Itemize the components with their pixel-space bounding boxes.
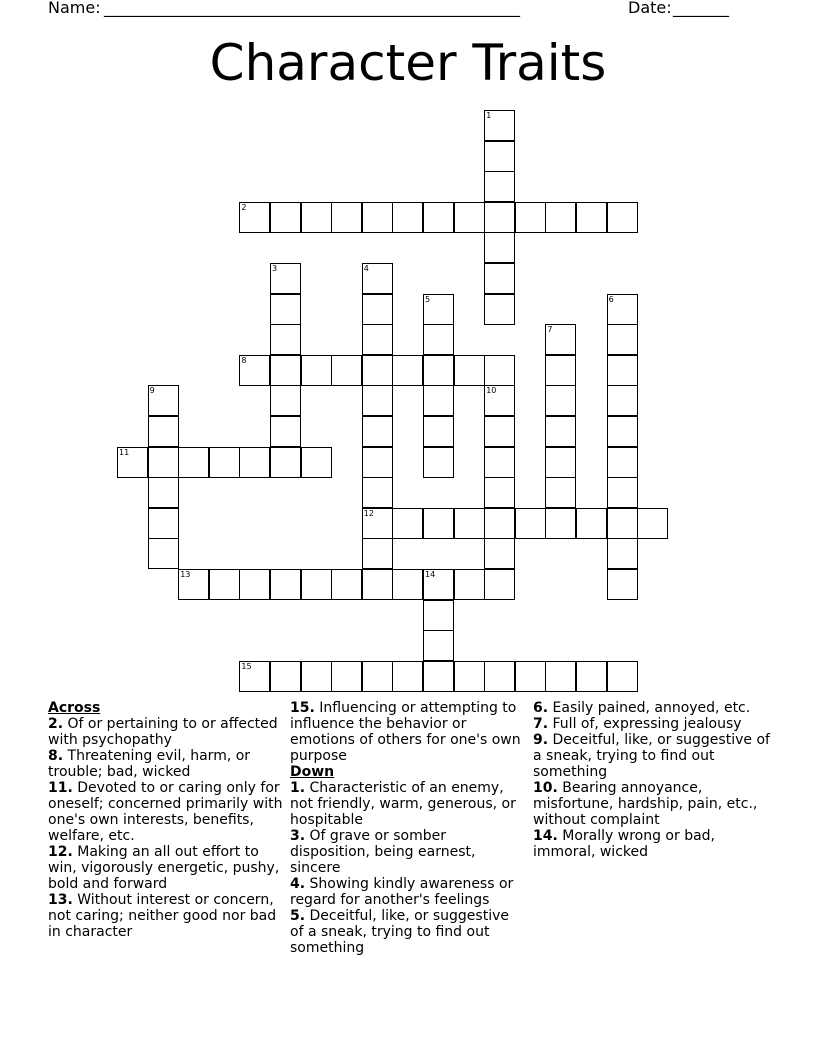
clue-number-label: 4 — [363, 264, 369, 273]
grid-cell[interactable] — [607, 477, 638, 508]
grid-cell[interactable] — [576, 202, 607, 233]
grid-cell[interactable] — [423, 355, 454, 386]
clue-number: 14. — [533, 828, 558, 844]
name-label: Name: — [48, 0, 101, 17]
grid-cell[interactable] — [392, 508, 423, 539]
grid-cell[interactable] — [148, 447, 179, 478]
clue-number: 13. — [48, 892, 73, 908]
grid-cell[interactable] — [423, 661, 454, 692]
clue-number: 6. — [533, 700, 549, 716]
grid-cell[interactable] — [545, 477, 576, 508]
grid-cell[interactable] — [484, 263, 515, 294]
grid-cell[interactable] — [392, 661, 423, 692]
clue-number: 12. — [48, 844, 73, 860]
grid-cell[interactable] — [209, 447, 240, 478]
grid-cell[interactable] — [484, 110, 515, 141]
grid-cell[interactable] — [454, 508, 485, 539]
grid-cell[interactable] — [148, 385, 179, 416]
clue-down-10 — [533, 780, 773, 828]
clue-number-label: 15 — [241, 661, 252, 671]
grid-cell[interactable] — [331, 355, 362, 386]
clue-number: 9. — [533, 732, 549, 748]
grid-cell[interactable] — [484, 416, 515, 447]
grid-cell[interactable] — [270, 324, 301, 355]
clue-number: 10. — [533, 780, 558, 796]
grid-cell[interactable] — [423, 569, 454, 600]
grid-cell[interactable] — [545, 324, 576, 355]
date-label: Date: — [628, 0, 672, 17]
grid-cell[interactable] — [454, 355, 485, 386]
clue-column-3 — [533, 700, 773, 860]
date-field-line[interactable]: _______ — [673, 0, 729, 17]
grid-cell[interactable] — [637, 508, 668, 539]
grid-cell[interactable] — [301, 447, 332, 478]
grid-cell[interactable] — [362, 569, 393, 600]
grid-cell[interactable] — [515, 661, 546, 692]
name-date-header — [48, 0, 748, 20]
clue-number-label: 5 — [425, 294, 431, 304]
grid-cell[interactable] — [270, 263, 301, 294]
grid-cell[interactable] — [423, 324, 454, 355]
grid-cell[interactable] — [484, 447, 515, 478]
clue-down-3 — [290, 828, 526, 876]
clue-across-8 — [48, 748, 283, 780]
grid-cell[interactable] — [362, 416, 393, 447]
clue-text: Influencing or attempting to influence the behavior or emotions of others for one's own purpose — [290, 700, 521, 764]
grid-cell[interactable] — [392, 202, 423, 233]
grid-cell[interactable] — [484, 385, 515, 416]
grid-cell[interactable] — [607, 661, 638, 692]
grid-cell[interactable] — [117, 447, 148, 478]
grid-cell[interactable] — [270, 202, 301, 233]
clue-down-9 — [533, 732, 773, 780]
down-heading: Down — [290, 764, 335, 780]
grid-cell[interactable] — [545, 447, 576, 478]
grid-cell[interactable] — [362, 202, 393, 233]
grid-cell[interactable] — [484, 141, 515, 172]
grid-cell[interactable] — [423, 385, 454, 416]
grid-cell[interactable] — [270, 569, 301, 600]
name-field-line[interactable]: ____________________________________________________ — [104, 0, 520, 17]
grid-cell[interactable] — [423, 630, 454, 661]
grid-cell[interactable] — [576, 661, 607, 692]
clue-number-label: 8 — [241, 355, 247, 365]
grid-cell[interactable] — [178, 569, 209, 600]
grid-cell[interactable] — [515, 508, 546, 539]
grid-cell[interactable] — [362, 661, 393, 692]
grid-cell[interactable] — [607, 355, 638, 386]
clue-number: 11. — [48, 780, 73, 796]
grid-cell[interactable] — [607, 385, 638, 416]
clue-column-2 — [290, 700, 526, 956]
clue-number-label: 13 — [180, 570, 191, 579]
clue-down-5 — [290, 908, 526, 956]
grid-cell[interactable] — [607, 324, 638, 355]
clue-down-6 — [533, 700, 773, 716]
grid-cell[interactable] — [148, 508, 179, 539]
grid-cell[interactable] — [423, 600, 454, 631]
grid-cell[interactable] — [148, 538, 179, 569]
grid-cell[interactable] — [454, 202, 485, 233]
clue-number-label: 11 — [119, 447, 130, 457]
clue-text: Of grave or somber disposition, being earnest, sincere — [290, 828, 476, 876]
across-heading: Across — [48, 700, 101, 716]
grid-cell[interactable] — [607, 447, 638, 478]
grid-cell[interactable] — [362, 263, 393, 294]
clue-down-14 — [533, 828, 773, 860]
grid-cell[interactable] — [362, 508, 393, 539]
grid-cell[interactable] — [484, 661, 515, 692]
grid-cell[interactable] — [331, 569, 362, 600]
grid-cell[interactable] — [362, 294, 393, 325]
clue-number-label: 7 — [547, 325, 553, 335]
grid-cell[interactable] — [362, 324, 393, 355]
grid-cell[interactable] — [484, 508, 515, 539]
grid-cell[interactable] — [545, 385, 576, 416]
grid-cell[interactable] — [423, 294, 454, 325]
clue-down-7 — [533, 716, 773, 732]
clue-number-label: 12 — [363, 508, 374, 518]
clue-text: Of or pertaining to or affected with psychopathy — [48, 716, 278, 748]
grid-cell[interactable] — [362, 447, 393, 478]
clue-text: Easily pained, annoyed, etc. — [552, 700, 751, 716]
clue-number-label: 3 — [272, 264, 278, 273]
grid-cell[interactable] — [423, 508, 454, 539]
grid-cell[interactable] — [607, 416, 638, 447]
grid-cell[interactable] — [545, 508, 576, 539]
clue-text: Full of, expressing jealousy — [552, 716, 742, 732]
grid-cell[interactable] — [484, 569, 515, 600]
clue-text: Devoted to or caring only for oneself; concerned primarily with one's own interests, benefits, welfare, etc. — [48, 780, 283, 844]
clue-across-15 — [290, 700, 526, 764]
grid-cell[interactable] — [423, 416, 454, 447]
clue-number-label: 6 — [608, 294, 614, 304]
grid-cell[interactable] — [209, 569, 240, 600]
grid-cell[interactable] — [301, 355, 332, 386]
grid-cell[interactable] — [607, 508, 638, 539]
grid-cell[interactable] — [270, 294, 301, 325]
grid-cell[interactable] — [607, 294, 638, 325]
grid-cell[interactable] — [392, 569, 423, 600]
grid-cell[interactable] — [362, 538, 393, 569]
clue-across-12 — [48, 844, 283, 892]
grid-cell[interactable] — [545, 202, 576, 233]
clue-text: Without interest or concern, not caring; neither good nor bad in character — [48, 892, 277, 940]
clue-number: 5. — [290, 908, 306, 924]
clue-across-2 — [48, 716, 283, 748]
grid-cell[interactable] — [454, 569, 485, 600]
clue-number: 1. — [290, 780, 306, 796]
clue-text: Showing kindly awareness or regard for another's feelings — [290, 876, 514, 908]
clue-number: 8. — [48, 748, 64, 764]
grid-cell[interactable] — [576, 508, 607, 539]
clue-number: 7. — [533, 716, 549, 732]
clue-number: 15. — [290, 700, 315, 716]
grid-cell[interactable] — [515, 202, 546, 233]
grid-cell[interactable] — [148, 477, 179, 508]
clue-number-label: 2 — [241, 202, 247, 212]
grid-cell[interactable] — [454, 661, 485, 692]
grid-cell[interactable] — [301, 569, 332, 600]
grid-cell[interactable] — [607, 538, 638, 569]
clue-number-label: 9 — [149, 386, 155, 396]
clue-text: Morally wrong or bad, immoral, wicked — [533, 828, 716, 860]
clue-down-4 — [290, 876, 526, 908]
grid-cell[interactable] — [239, 661, 270, 692]
clue-number: 4. — [290, 876, 306, 892]
grid-cell[interactable] — [362, 385, 393, 416]
clue-across-11 — [48, 780, 283, 844]
grid-cell[interactable] — [484, 171, 515, 202]
grid-cell[interactable] — [545, 661, 576, 692]
grid-cell[interactable] — [270, 385, 301, 416]
grid-cell[interactable] — [239, 202, 270, 233]
grid-cell[interactable] — [362, 477, 393, 508]
grid-cell[interactable] — [148, 416, 179, 447]
clue-down-1 — [290, 780, 526, 828]
clue-text: Deceitful, like, or suggestive of a sneak, trying to find out something — [290, 908, 509, 956]
grid-cell[interactable] — [362, 355, 393, 386]
grid-cell[interactable] — [607, 202, 638, 233]
grid-cell[interactable] — [239, 447, 270, 478]
clue-text: Threatening evil, harm, or trouble; bad, wicked — [48, 748, 251, 780]
grid-cell[interactable] — [301, 202, 332, 233]
clue-column-1 — [48, 700, 283, 940]
grid-cell[interactable] — [331, 661, 362, 692]
grid-cell[interactable] — [270, 661, 301, 692]
grid-cell[interactable] — [270, 355, 301, 386]
grid-cell[interactable] — [484, 202, 515, 233]
grid-cell[interactable] — [178, 447, 209, 478]
grid-cell[interactable] — [423, 202, 454, 233]
clue-across-13 — [48, 892, 283, 940]
clue-text: Making an all out effort to win, vigorously energetic, pushy, bold and forward — [48, 844, 280, 892]
grid-cell[interactable] — [484, 477, 515, 508]
clue-number: 3. — [290, 828, 306, 844]
grid-cell[interactable] — [545, 355, 576, 386]
grid-cell[interactable] — [545, 416, 576, 447]
clue-number-label: 10 — [486, 386, 497, 396]
grid-cell[interactable] — [607, 569, 638, 600]
grid-cell[interactable] — [484, 538, 515, 569]
clue-text: Bearing annoyance, misfortune, hardship, pain, etc., without complaint — [533, 780, 758, 828]
grid-cell[interactable] — [331, 202, 362, 233]
grid-cell[interactable] — [301, 661, 332, 692]
grid-cell[interactable] — [270, 447, 301, 478]
grid-cell[interactable] — [239, 355, 270, 386]
grid-cell[interactable] — [484, 232, 515, 263]
clue-number: 2. — [48, 716, 64, 732]
clue-number-label: 14 — [425, 570, 436, 579]
grid-cell[interactable] — [484, 355, 515, 386]
grid-cell[interactable] — [423, 447, 454, 478]
grid-cell[interactable] — [484, 294, 515, 325]
clue-number-label: 1 — [486, 111, 492, 120]
grid-cell[interactable] — [270, 416, 301, 447]
grid-cell[interactable] — [239, 569, 270, 600]
clue-text: Deceitful, like, or suggestive of a sneak, trying to find out something — [533, 732, 770, 780]
puzzle-title: Character Traits — [209, 34, 607, 92]
clue-text: Characteristic of an enemy, not friendly, warm, generous, or hospitable — [290, 780, 516, 828]
grid-cell[interactable] — [392, 355, 423, 386]
